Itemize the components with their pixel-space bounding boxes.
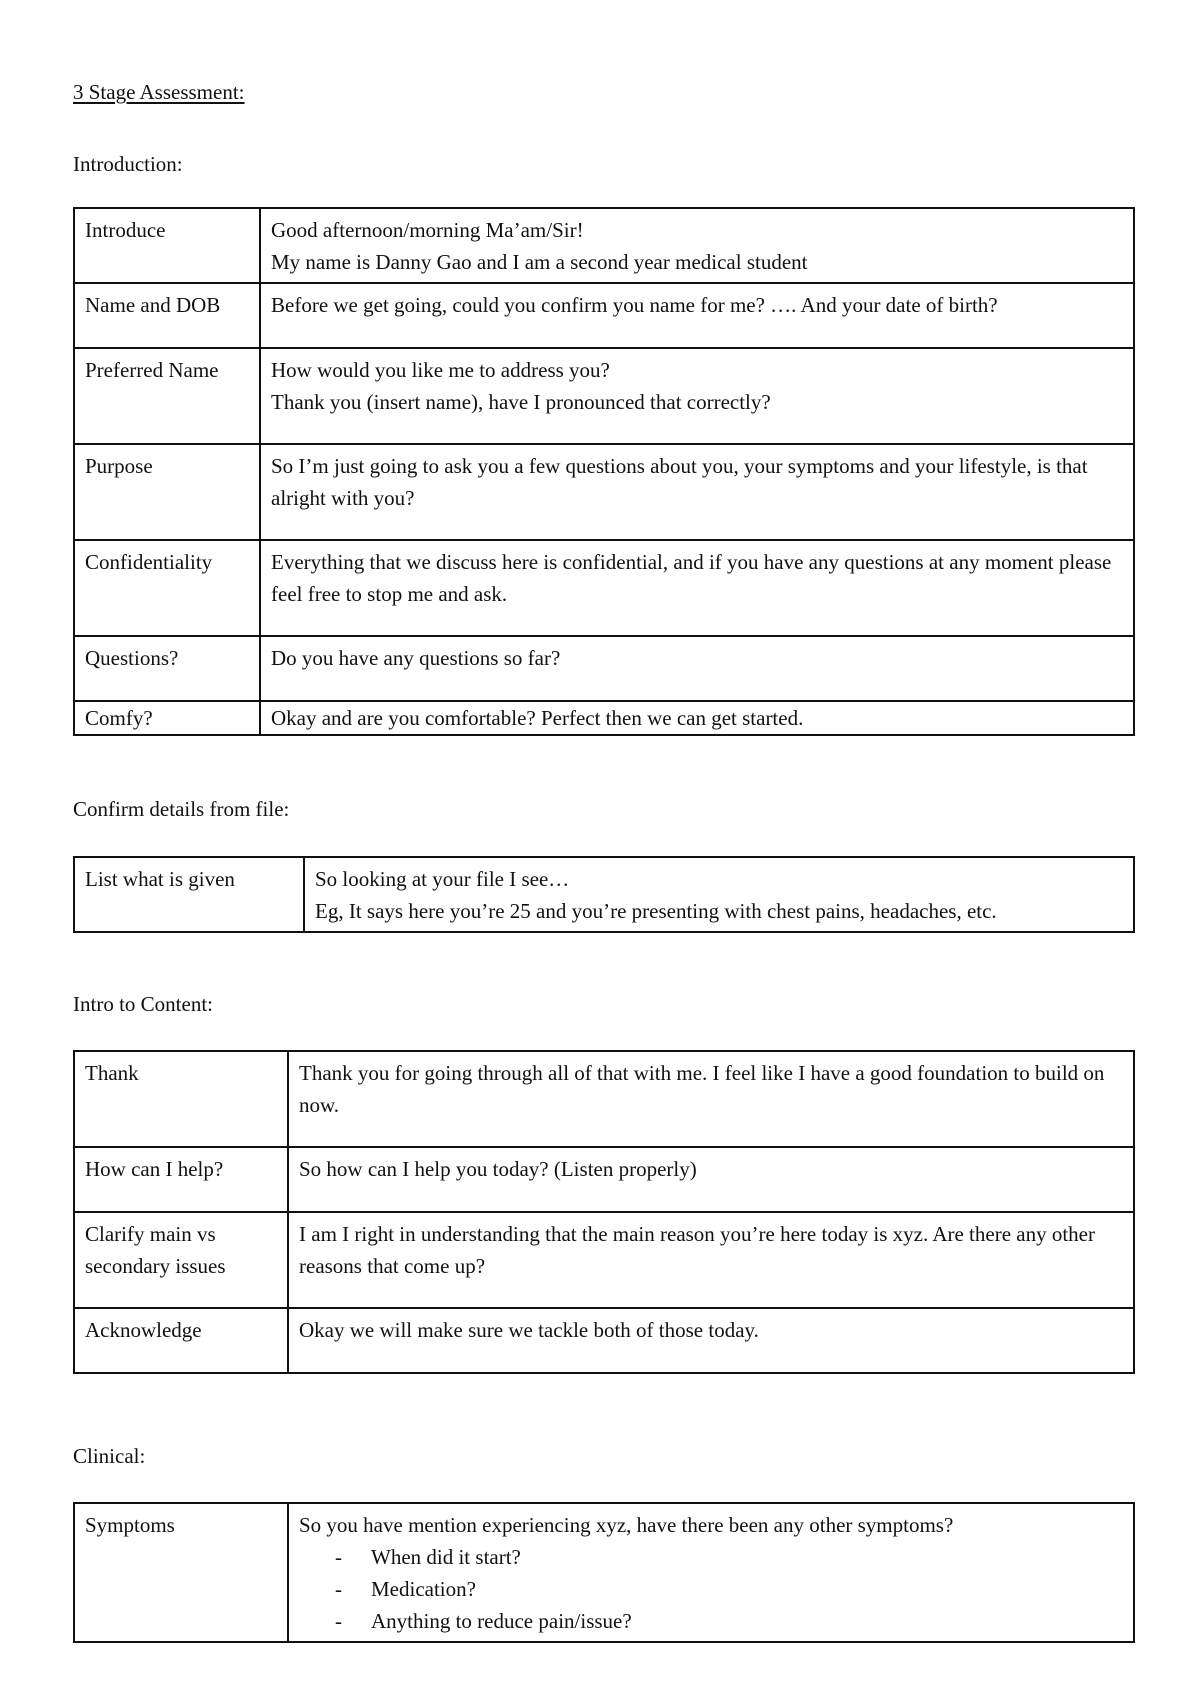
confirm-details-table <box>73 856 1135 933</box>
introduction-heading: Introduction: <box>73 152 183 176</box>
table-row <box>74 348 1134 444</box>
table-row <box>74 208 1134 283</box>
row-script: Thank you for going through all of that with me. I feel like I have a good foundation to build on now. <box>288 1051 1134 1147</box>
row-script: So you have mention experiencing xyz, have there been any other symptoms? - When did it start? - Medication? - Anything to reduce pain/issue? <box>288 1503 1134 1642</box>
row-label: Name and DOB <box>74 283 260 348</box>
row-label: Confidentiality <box>74 540 260 636</box>
row-script: Okay we will make sure we tackle both of those today. <box>288 1308 1134 1373</box>
intro-content-heading: Intro to Content: <box>73 992 213 1016</box>
row-label: Questions? <box>74 636 260 701</box>
row-script: I am I right in understanding that the main reason you’re here today is xyz. Are there any other reasons that come up? <box>288 1212 1134 1308</box>
row-label: List what is given <box>74 857 304 932</box>
document-title: 3 Stage Assessment: <box>73 80 245 104</box>
row-label: How can I help? <box>74 1147 288 1212</box>
list-item: - Anything to reduce pain/issue? <box>299 1605 1123 1637</box>
row-label: Comfy? <box>74 701 260 735</box>
table-row <box>74 701 1134 735</box>
table-row <box>74 1212 1134 1308</box>
list-item: - Medication? <box>299 1573 1123 1605</box>
row-label: Symptoms <box>74 1503 288 1642</box>
row-script: How would you like me to address you? Thank you (insert name), have I pronounced that correctly? <box>260 348 1134 444</box>
row-script: So I’m just going to ask you a few questions about you, your symptoms and your lifestyle, is that alright with you? <box>260 444 1134 540</box>
row-script: Okay and are you comfortable? Perfect then we can get started. <box>260 701 1134 735</box>
symptom-questions-list <box>299 1541 1123 1637</box>
row-script: Do you have any questions so far? <box>260 636 1134 701</box>
row-script: So looking at your file I see… Eg, It says here you’re 25 and you’re presenting with chest pains, headaches, etc. <box>304 857 1134 932</box>
table-row <box>74 636 1134 701</box>
table-row <box>74 1308 1134 1373</box>
row-label: Preferred Name <box>74 348 260 444</box>
intro-content-table <box>73 1050 1135 1374</box>
table-row <box>74 444 1134 540</box>
introduction-table <box>73 207 1135 736</box>
row-script: Good afternoon/morning Ma’am/Sir! My name is Danny Gao and I am a second year medical student <box>260 208 1134 283</box>
table-row <box>74 1503 1134 1642</box>
row-label: Purpose <box>74 444 260 540</box>
table-row <box>74 540 1134 636</box>
list-item: - When did it start? <box>299 1541 1123 1573</box>
row-label: Acknowledge <box>74 1308 288 1373</box>
table-row <box>74 1147 1134 1212</box>
row-script: Before we get going, could you confirm you name for me? …. And your date of birth? <box>260 283 1134 348</box>
row-label: Clarify main vs secondary issues <box>74 1212 288 1308</box>
row-script: So how can I help you today? (Listen properly) <box>288 1147 1134 1212</box>
table-row <box>74 857 1134 932</box>
row-label: Introduce <box>74 208 260 283</box>
clinical-heading: Clinical: <box>73 1444 146 1468</box>
row-label: Thank <box>74 1051 288 1147</box>
table-row <box>74 283 1134 348</box>
clinical-table <box>73 1502 1135 1643</box>
row-script: Everything that we discuss here is confidential, and if you have any questions at any moment please feel free to stop me and ask. <box>260 540 1134 636</box>
table-row <box>74 1051 1134 1147</box>
confirm-details-heading: Confirm details from file: <box>73 797 290 821</box>
